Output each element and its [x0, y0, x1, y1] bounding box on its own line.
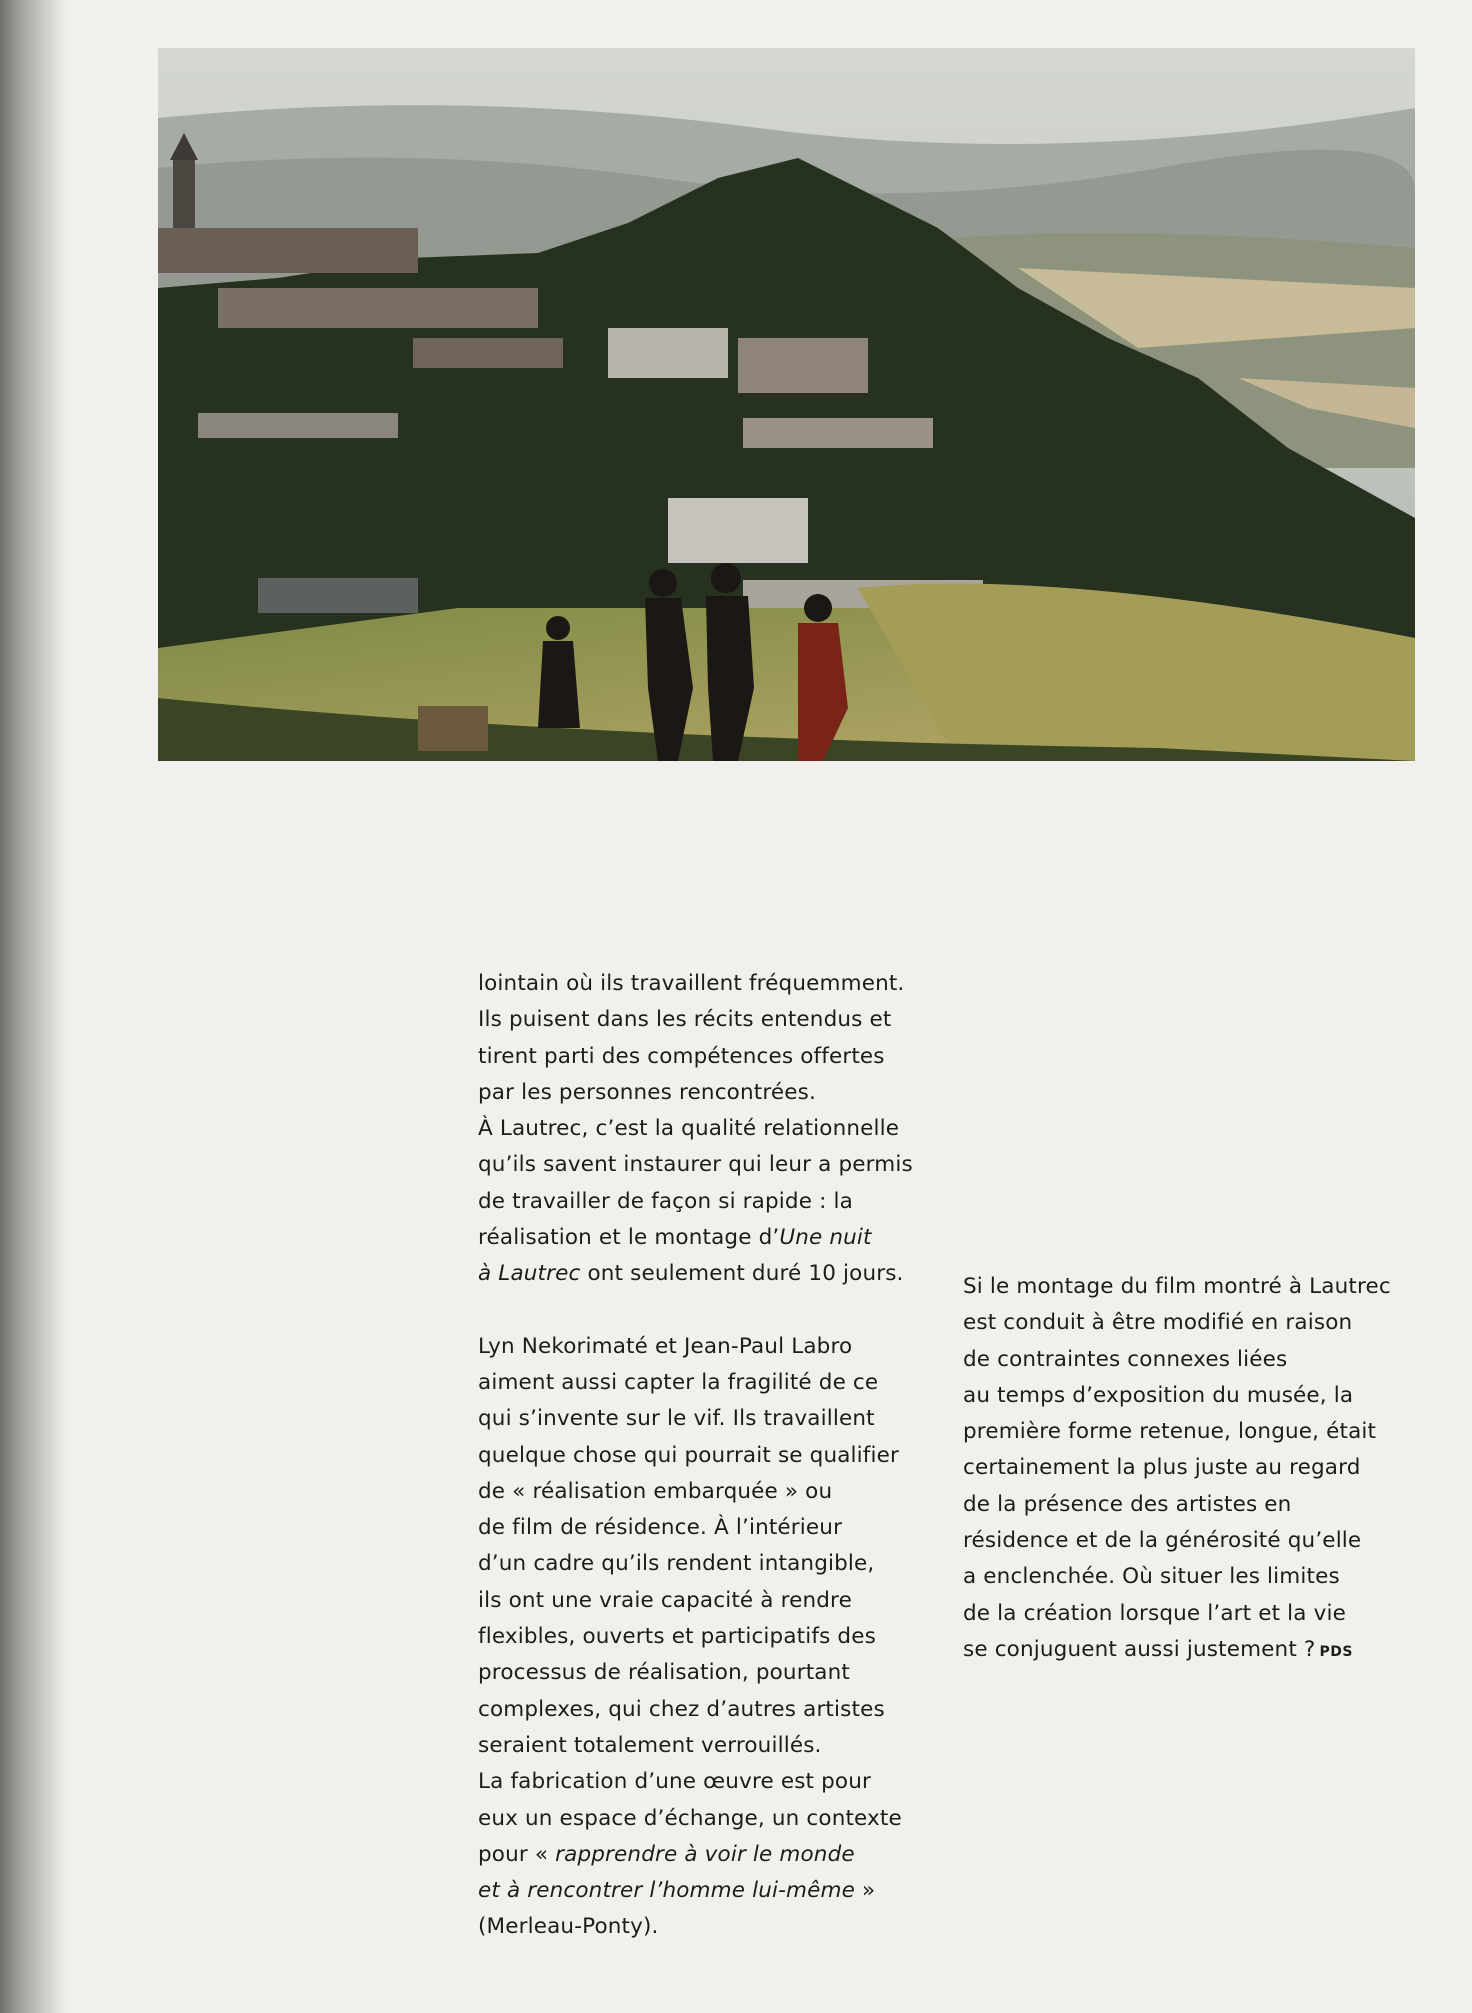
- text-line: seraient totalement verrouillés.: [478, 1732, 822, 1758]
- text-line: La fabrication d’une œuvre est pour: [478, 1769, 871, 1795]
- text-line: processus de réalisation, pourtant: [478, 1660, 850, 1686]
- text-line: de « réalisation embarquée » ou: [478, 1478, 833, 1504]
- text-line: certainement la plus juste au regard: [963, 1455, 1361, 1481]
- text-line: ont seulement duré 10 jours.: [580, 1261, 904, 1287]
- landscape-photo: [158, 48, 1415, 761]
- paragraph-3: [963, 1269, 1423, 1670]
- text-line: Ils puisent dans les récits entendus et: [478, 1007, 892, 1033]
- text-line: première forme retenue, longue, était: [963, 1419, 1377, 1445]
- text-line: de travailler de façon si rapide : la: [478, 1188, 853, 1214]
- text-line: de la création lorsque l’art et la vie: [963, 1600, 1346, 1626]
- text-line: Si le montage du film montré à Lautrec: [963, 1274, 1391, 1299]
- film-title-part-1: Une nuit: [779, 1225, 872, 1251]
- text-line: par les personnes rencontrées.: [478, 1079, 816, 1105]
- text-line: de contraintes connexes liées: [963, 1346, 1288, 1372]
- text-line: lointain où ils travaillent fréquemment.: [478, 971, 905, 996]
- text-line: qu’ils savent instaurer qui leur a permis: [478, 1152, 913, 1178]
- author-signature: PDS: [1319, 1643, 1353, 1660]
- text-line: ils ont une vraie capacité à rendre: [478, 1587, 852, 1613]
- citation: (Merleau-Ponty).: [478, 1914, 659, 1940]
- text-line: réalisation et le montage d’: [478, 1225, 780, 1251]
- text-line: a enclenchée. Où situer les limites: [963, 1564, 1340, 1590]
- text-line: complexes, qui chez d’autres artistes: [478, 1696, 885, 1722]
- text-line: au temps d’exposition du musée, la: [963, 1382, 1354, 1408]
- text-line: se conjuguent aussi justement ?: [963, 1636, 1316, 1662]
- text-line: tirent parti des compétences offertes: [478, 1043, 885, 1069]
- text-line: résidence et de la générosité qu’elle: [963, 1528, 1362, 1554]
- left-text-column: [478, 966, 948, 1946]
- text-line: flexibles, ouverts et participatifs des: [478, 1624, 876, 1650]
- quote-close: »: [854, 1878, 876, 1904]
- hill-village-image: [158, 48, 1415, 761]
- paragraph-gap: [478, 1293, 948, 1329]
- book-spine-shadow: [0, 0, 70, 2013]
- text-line: À Lautrec, c’est la qualité relationnelle: [478, 1116, 900, 1142]
- text-line: d’un cadre qu’ils rendent intangible,: [478, 1551, 875, 1577]
- paragraph-1: [478, 966, 948, 1293]
- film-title-part-2: à Lautrec: [478, 1261, 581, 1287]
- quote-intro: pour «: [478, 1841, 556, 1867]
- text-line: eux un espace d’échange, un contexte: [478, 1805, 902, 1831]
- text-line: Lyn Nekorimaté et Jean-Paul Labro: [478, 1333, 853, 1359]
- text-line: quelque chose qui pourrait se qualifier: [478, 1442, 900, 1468]
- right-text-column: [963, 1269, 1423, 1670]
- quote-line-2: et à rencontrer l’homme lui-même: [478, 1878, 855, 1904]
- quote-line-1: rapprendre à voir le monde: [555, 1841, 855, 1867]
- text-line: aiment aussi capter la fragilité de ce: [478, 1369, 879, 1395]
- text-line: est conduit à être modifié en raison: [963, 1310, 1353, 1336]
- text-line: qui s’invente sur le vif. Ils travaillent: [478, 1406, 875, 1432]
- text-line: de film de résidence. À l’intérieur: [478, 1515, 843, 1541]
- paragraph-2: [478, 1329, 948, 1946]
- text-line: de la présence des artistes en: [963, 1491, 1292, 1517]
